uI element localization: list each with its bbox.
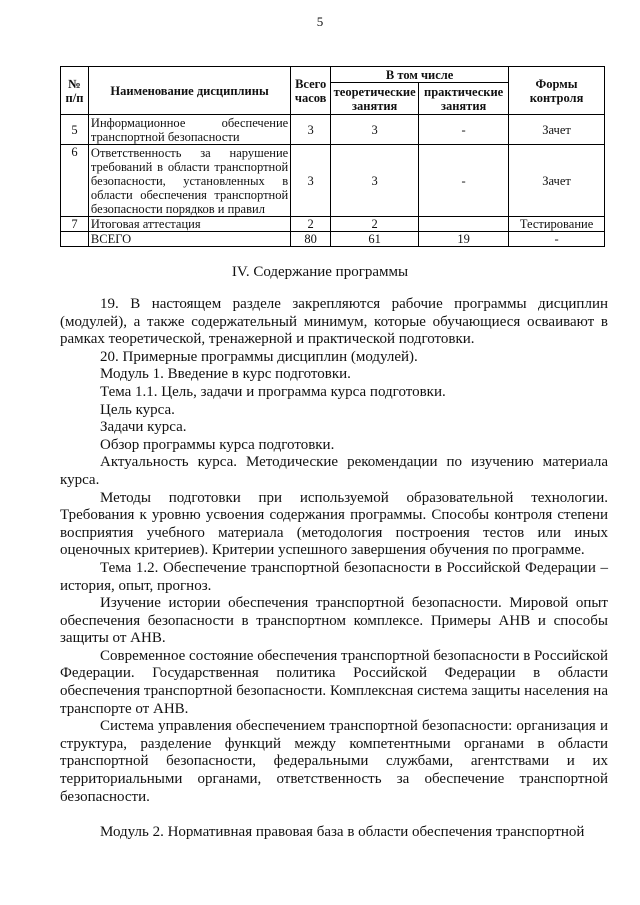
header-total: Всего часов xyxy=(291,67,331,115)
paragraph: Система управления обеспечением транспортной безопасности: организация и структура, разделение функций между компетентными органами в области транспортной безопасности, федеральными службами, агентствами и их территориальными органами, ответственность за обеспечение транспортной безопасности. xyxy=(60,718,608,805)
cell-control: - xyxy=(509,232,605,247)
cell-practice xyxy=(419,217,509,232)
header-control: Формы контроля xyxy=(509,67,605,115)
table-row xyxy=(61,115,605,145)
header-practice: практические занятия xyxy=(419,83,509,115)
cell-name: Информационное обеспечение транспортной безопасности xyxy=(88,115,290,145)
cell-theory: 3 xyxy=(331,145,419,217)
table-row-total xyxy=(61,232,605,247)
cell-total: 2 xyxy=(291,217,331,232)
cell-num: 5 xyxy=(61,115,89,145)
cell-total: 80 xyxy=(291,232,331,247)
cell-num: 6 xyxy=(61,145,89,217)
paragraph: Современное состояние обеспечения транспортной безопасности в Российской Федерации. Государственная политика Российской Федерации в области обеспечения транспортной безопасности. Комплексная система защиты населения на транспорте от АНВ. xyxy=(60,647,608,717)
paragraph: Актуальность курса. Методические рекомендации по изучению материала курса. xyxy=(60,454,608,488)
cell-name: Ответственность за нарушение требований в области транспортной безопасности, установленных в области обеспечения транспортной безопасности порядков и правил xyxy=(88,145,290,217)
paragraph: Тема 1.2. Обеспечение транспортной безопасности в Российской Федерации – история, опыт, прогноз. xyxy=(60,559,608,594)
body-text xyxy=(60,296,608,842)
paragraph: Тема 1.1. Цель, задачи и программа курса подготовки. xyxy=(100,383,446,400)
disciplines-table xyxy=(60,66,605,247)
paragraph: 20. Примерные программы дисциплин (модулей). xyxy=(100,348,418,365)
header-num: № п/п xyxy=(61,67,89,115)
cell-control: Зачет xyxy=(509,115,605,145)
cell-practice: 19 xyxy=(419,232,509,247)
paragraph: Методы подготовки при используемой образовательной технологии. Требования к уровню усвоения содержания программы. Способы контроля степени восприятия учебного материала (методология построения тестов или иных оценочных критериев). Критерии успешного завершения обучения по программе. xyxy=(60,489,608,559)
header-including: В том числе xyxy=(331,67,509,83)
table-row xyxy=(61,145,605,217)
paragraph: Модуль 1. Введение в курс подготовки. xyxy=(100,366,351,383)
paragraph: Задачи курса. xyxy=(100,419,187,436)
cell-practice: - xyxy=(419,145,509,217)
cell-theory: 61 xyxy=(331,232,419,247)
header-theory: теоретические занятия xyxy=(331,83,419,115)
paragraph: Обзор программы курса подготовки. xyxy=(100,436,335,453)
paragraph: Изучение истории обеспечения транспортной безопасности. Мировой опыт обеспечения безопасности в транспортном комплексе. Примеры АНВ и способы защиты от АНВ. xyxy=(60,595,608,647)
cell-practice: - xyxy=(419,115,509,145)
table-row xyxy=(61,217,605,232)
cell-control: Зачет xyxy=(509,145,605,217)
header-name: Наименование дисциплины xyxy=(88,67,290,115)
cell-name: Итоговая аттестация xyxy=(88,217,290,232)
cell-control: Тестирование xyxy=(509,217,605,232)
cell-theory: 2 xyxy=(331,217,419,232)
cell-num: 7 xyxy=(61,217,89,232)
paragraph: Цель курса. xyxy=(100,401,175,418)
cell-name: ВСЕГО xyxy=(88,232,290,247)
section-title: IV. Содержание программы xyxy=(231,264,409,280)
cell-total: 3 xyxy=(291,145,331,217)
cell-theory: 3 xyxy=(331,115,419,145)
page-number: 5 xyxy=(316,14,324,29)
paragraph: Модуль 2. Нормативная правовая база в области обеспечения транспортной xyxy=(100,824,585,841)
paragraph: 19. В настоящем разделе закрепляются рабочие программы дисциплин (модулей), а также содержательный минимум, которые обучающиеся осваивают в рамках теоретической, тренажерной и практической подготовки. xyxy=(60,296,608,348)
cell-total: 3 xyxy=(291,115,331,145)
cell-num xyxy=(61,232,89,247)
